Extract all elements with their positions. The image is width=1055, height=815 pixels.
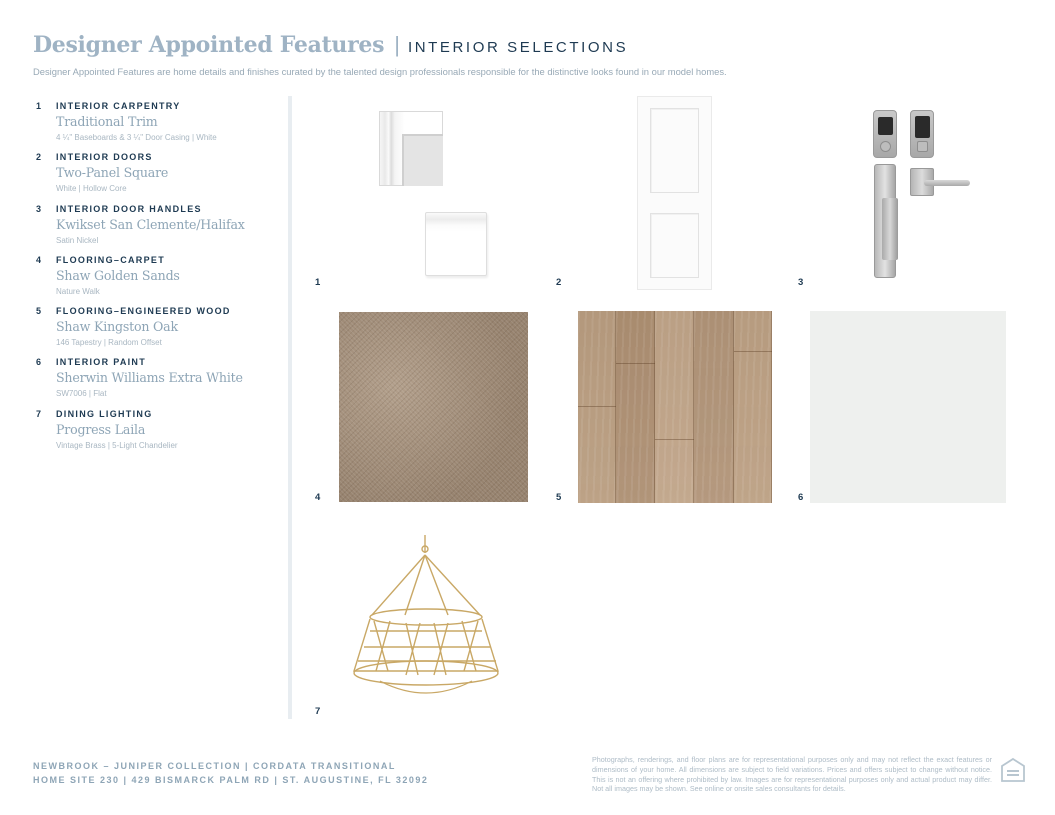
selection-category: INTERIOR DOOR HANDLES [56, 203, 202, 214]
selection-detail: White | Hollow Core [56, 184, 127, 194]
header [33, 32, 628, 58]
image-label: 2 [556, 277, 562, 288]
image-label: 7 [315, 706, 321, 717]
door-handles-image [870, 110, 980, 282]
selection-number: 6 [36, 357, 42, 368]
handleset-bar-icon [882, 198, 898, 260]
paint-swatch [810, 311, 1006, 503]
door-casing-image [379, 111, 443, 186]
keypad-deadbolt-icon [910, 110, 934, 158]
lever-handle-icon [924, 180, 970, 186]
selection-name: Progress Laila [56, 421, 146, 437]
chandelier-image [350, 535, 504, 707]
selection-item [36, 99, 276, 150]
baseboard-image [425, 212, 487, 276]
selection-number: 3 [36, 203, 42, 214]
selection-number: 5 [36, 306, 42, 317]
wood-floor-swatch [578, 311, 772, 503]
selection-item [36, 150, 276, 201]
divider-bar [288, 96, 292, 719]
selection-name: Shaw Golden Sands [56, 267, 180, 283]
selection-category: FLOORING–ENGINEERED WOOD [56, 306, 231, 317]
image-label: 1 [315, 277, 321, 288]
selection-detail: Vintage Brass | 5-Light Chandelier [56, 440, 178, 450]
selection-name: Sherwin Williams Extra White [56, 370, 243, 386]
footer-disclaimer: Photographs, renderings, and floor plans are for representational purposes only and may not reflect the exact features or dimensions of your home. All dimensions are subject to field variations. Prices and offers subject to change without notice. This is not an offering where prohibited by law. Images are for representational purposes only and actual product may differ. Not all images may be shown. See online or onsite sales consultants for details. [592, 755, 992, 794]
selection-item [36, 355, 276, 406]
selection-number: 7 [36, 408, 42, 419]
selection-item [36, 253, 276, 304]
image-label: 6 [798, 492, 804, 503]
selection-category: INTERIOR CARPENTRY [56, 101, 181, 111]
door-panel-bottom [650, 213, 699, 278]
selections-list [36, 99, 276, 458]
page-subtitle: INTERIOR SELECTIONS [407, 39, 629, 56]
footer-address [33, 759, 428, 787]
door-image [637, 96, 712, 290]
selection-category: INTERIOR DOORS [56, 152, 153, 163]
selection-name: Kwikset San Clemente/Halifax [56, 216, 245, 232]
selection-name: Traditional Trim [56, 114, 158, 129]
selection-name: Shaw Kingston Oak [56, 319, 178, 335]
carpet-swatch [339, 312, 528, 502]
image-label: 3 [798, 277, 804, 288]
image-label: 4 [315, 492, 321, 503]
selection-category: INTERIOR PAINT [56, 357, 147, 368]
image-label: 5 [556, 492, 562, 503]
intro-text: Designer Appointed Features are home details and finishes curated by the talented design professionals responsible for the distinctive looks found in our model homes. [33, 66, 727, 77]
selection-name: Two-Panel Square [56, 165, 169, 181]
door-panel-top [650, 108, 699, 193]
page-title: Designer Appointed Features [33, 32, 385, 58]
selection-detail: 146 Tapestry | Random Offset [56, 338, 162, 348]
selection-item [36, 407, 276, 458]
selection-item [36, 304, 276, 355]
selection-detail: SW7006 | Flat [56, 389, 107, 399]
selection-number: 2 [36, 152, 42, 163]
selection-detail: Satin Nickel [56, 235, 99, 245]
selection-category: FLOORING–CARPET [56, 254, 166, 265]
selection-number: 4 [36, 254, 42, 265]
equal-housing-icon [1000, 757, 1026, 783]
title-separator: | [394, 32, 400, 57]
selection-number: 1 [36, 101, 42, 111]
footer-collection: NEWBROOK – JUNIPER COLLECTION | CORDATA TRANSITIONAL [33, 761, 396, 771]
keypad-lock-icon [873, 110, 897, 158]
selection-category: DINING LIGHTING [56, 408, 153, 419]
footer-homesite: HOME SITE 230 | 429 BISMARCK PALM RD | ST. AUGUSTINE, FL 32092 [33, 775, 429, 785]
selection-item [36, 202, 276, 253]
selection-detail: 4 ¼" Baseboards & 3 ¼" Door Casing | White [56, 133, 217, 142]
selection-detail: Nature Walk [56, 286, 100, 296]
